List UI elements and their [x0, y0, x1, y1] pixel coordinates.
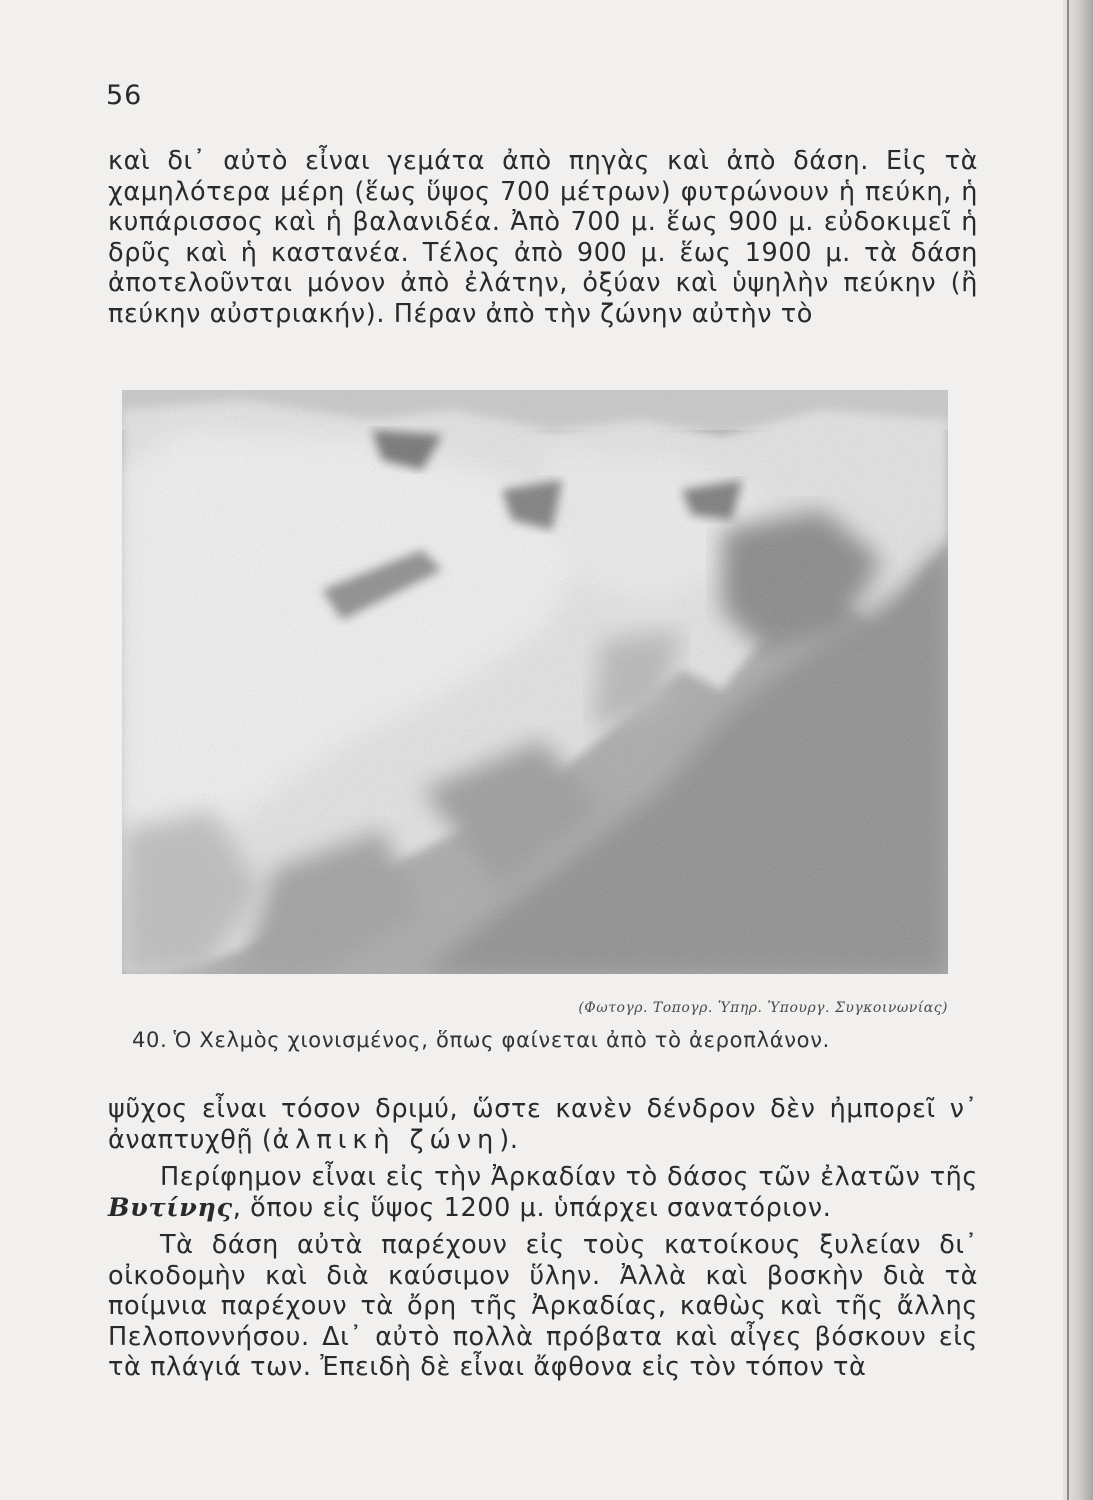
paragraph-3: Τὰ δάση αὐτὰ παρέχουν εἰς τοὺς κατοίκους ξυλείαν δι᾿ οἰκοδομὴν καὶ διὰ καύσιμον ὕλην. Ἀλλὰ καὶ βοσκὴν διὰ τὰ ποίμνια παρέχουν τὰ ὄρη τῆς Ἀρκαδίας, καθὼς καὶ τῆς ἄλλης Πελοποννήσου. Δι᾿ αὐτὸ πολλὰ πρόβατα καὶ αἶγες βόσκουν εἰς τὰ πλάγιά των. Ἐπειδὴ δὲ εἶναι ἄφθονα εἰς τὸν τόπον τὰ	[108, 1230, 978, 1383]
paragraph-1	[108, 1094, 978, 1155]
paragraph-2	[108, 1162, 978, 1223]
paragraph-2-end: , ὅπου εἰς ὕψος 1200 μ. ὑπάρχει σανατόριον.	[232, 1192, 832, 1223]
page-edge-line	[1067, 0, 1069, 1500]
paragraph-2-text: Περίφημον εἶναι εἰς τὴν Ἀρκαδίαν τὸ δάσος τῶν ἐλατῶν τῆς	[160, 1162, 978, 1192]
figure-number: 40.	[132, 1028, 168, 1052]
paragraph-top: καὶ δι᾿ αὐτὸ εἶναι γεμάτα ἀπὸ πηγὰς καὶ ἀπὸ δάση. Εἰς τὰ χαμηλότερα μέρη (ἕως ὕψος 700 μέτρων) φυτρώνουν ἡ πεύκη, ἡ κυπάρισσος καὶ ἡ βαλανιδέα. Ἀπὸ 700 μ. ἕως 900 μ. εὐδοκιμεῖ ἡ δρῦς καὶ ἡ καστανέα. Τέλος ἀπὸ 900 μ. ἕως 1900 μ. τὰ δάση ἀποτελοῦνται μόνον ἀπὸ ἐλάτην, ὀξύαν καὶ ὑψηλὴν πεύκην (ἢ πεύκην αὐστριακήν). Πέραν ἀπὸ τὴν ζώνην αὐτὴν τὸ	[108, 146, 978, 329]
alpine-zone-term: ἀλπικὴ ζώνη	[272, 1124, 500, 1155]
vytina-name: Βυτίνης	[108, 1192, 233, 1223]
paragraph-1-text: ψῦχος εἶναι τόσον δριμύ, ὥστε κανὲν δένδρον δὲν ἠμπορεῖ ν᾿ ἀναπτυχθῇ (	[108, 1094, 978, 1155]
mountain-photo	[122, 390, 948, 974]
figure-caption-text: Ὁ Χελμὸς χιονισμένος, ὅπως φαίνεται ἀπὸ τὸ ἀεροπλάνον.	[173, 1028, 831, 1052]
page-number: 56	[106, 80, 143, 111]
figure-caption	[132, 1028, 830, 1052]
paragraph-1-end: ).	[499, 1124, 519, 1155]
photo-credit: (Φωτογρ. Τοπογρ. Ὑπηρ. Ὑπουργ. Συγκοινωνίας)	[578, 1000, 948, 1016]
